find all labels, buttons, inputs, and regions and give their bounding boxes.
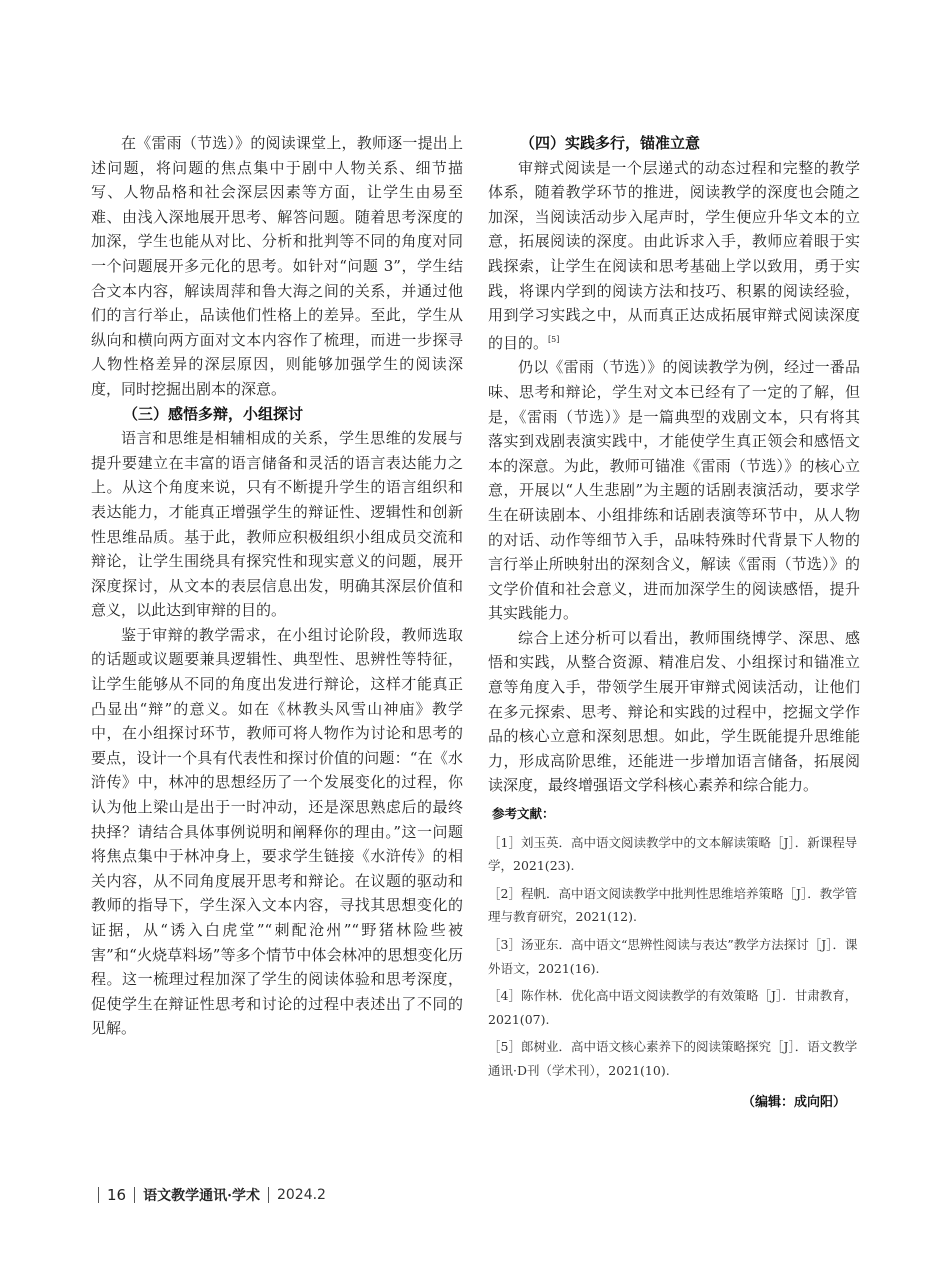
issue-date: 2024.2 bbox=[276, 1187, 326, 1203]
reference-item: ［4］陈作林．优化高中语文阅读教学的有效策略［J］．甘肃教育，2021(07). bbox=[488, 988, 858, 1027]
citation-marker: [5] bbox=[548, 334, 560, 344]
footer-divider bbox=[134, 1187, 135, 1203]
page-footer bbox=[98, 1185, 326, 1205]
section-heading-4: （四）实践多行，锚准立意 bbox=[520, 134, 701, 152]
section-heading-3: （三）感悟多辩，小组探讨 bbox=[123, 404, 304, 423]
reference-item: ［2］程帆．高中语文阅读教学中批判性思维培养策略［J］．教学管理与教育研究，2021(12). bbox=[488, 885, 858, 925]
right-column bbox=[488, 131, 860, 1115]
paragraph-text: 审辩式阅读是一个层递式的动态过程和完整的教学体系，随着教学环节的推进，阅读教学的深度也会随之加深，当阅读活动步入尾声时，学生便应升华文本的立意，拓展阅读的深度。由此诉求入手，教师应着眼于实践探索，让学生在阅读和思考基础上学以致用，勇于实践，将课内学到的阅读方法和技巧、积累的阅读经验，用到学习实践之中，从而真正达成拓展审辩式阅读深度的目的。 bbox=[488, 158, 860, 352]
paragraph: 综合上述分析可以看出，教师围绕博学、深思、感悟和实践，从整合资源、精准启发、小组探讨和锚准立意等角度入手，带领学生展开审辩式阅读活动，让他们在多元探索、思考、辩论和实践的过程中，挖掘文学作品的核心立意和深刻思想。如此，学生既能提升思维能力，形成高阶思维，还能进一步增加语言储备，拓展阅读深度，最终增强语文学科核心素养和综合能力。 bbox=[488, 628, 860, 795]
paragraph bbox=[488, 156, 860, 356]
left-column bbox=[91, 131, 463, 1041]
references-title: 参考文献： bbox=[492, 806, 555, 822]
reference-item: ［3］汤亚东．高中语文“思辨性阅读与表达”教学方法探讨［J］．课外语文，2021(16). bbox=[488, 937, 858, 976]
footer-divider bbox=[268, 1187, 269, 1203]
paragraph: 仍以《雷雨（节选）》的阅读教学为例，经过一番品味、思考和辩论，学生对文本已经有了一定的了解，但是，《雷雨（节选）》是一篇典型的戏剧文本，只有将其落实到戏剧表演实践中，才能使学生真正领会和感悟文本的深意。为此，教师可锚准《雷雨（节选）》的核心立意，开展以“人生悲剧”为主题的话剧表演活动，要求学生在研读剧本、小组排练和话剧表演等环节中，从人物的对话、动作等细节入手，品味特殊时代背景下人物的言行举止所映射出的深刻含义，解读《雷雨（节选）》的文学价值和社会意义，进而加深学生的阅读感悟，提升其实践能力。 bbox=[488, 358, 860, 623]
paragraph: 在《雷雨（节选）》的阅读课堂上，教师逐一提出上述问题，将问题的焦点集中于剧中人物关系、细节描写、人物品格和社会深层因素等方面，让学生由易至难、由浅入深地展开思考、解答问题。随着思考深度的加深，学生也能从对比、分析和批判等不同的角度对同一个问题展开多元化的思考。如针对“问题 3”，学生结合文本内容，解读周萍和鲁大海之间的关系，并通过他们的言行举止，品读他们性格上的差异。至此，学生从纵向和横向两方面对文本内容作了梳理，而进一步探寻人物性格差异的深层原因，则能够加强学生的阅读深度，同时挖掘出剧本的深意。 bbox=[91, 134, 463, 398]
journal-name: 语文教学通讯·学术 bbox=[143, 1188, 260, 1204]
reference-item: ［1］刘玉英．高中语文阅读教学中的文本解读策略［J］．新课程导学，2021(23). bbox=[488, 834, 858, 874]
paragraph: 语言和思维是相辅相成的关系，学生思维的发展与提升要建立在丰富的语言储备和灵活的语言表达能力之上。从这个角度来说，只有不断提升学生的语言组织和表达能力，才能真正增强学生的辩证性、逻辑性和创新性思维品质。基于此，教师应积极组织小组成员交流和辩论，让学生围绕具有探究性和现实意义的问题，展开深度探讨，从文本的表层信息出发，明确其深层价值和意义，以此达到审辩的目的。 bbox=[91, 429, 463, 620]
editor-credit: （编辑：成向阳） bbox=[741, 1094, 846, 1110]
reference-item: ［5］郎树业．高中语文核心素养下的阅读策略探究［J］．语文教学通讯·D刊（学术刊），2021(10). bbox=[488, 1039, 858, 1078]
paragraph: 鉴于审辩的教学需求，在小组讨论阶段，教师选取的话题或议题要兼具逻辑性、典型性、思辨性等特征，让学生能够从不同的角度出发进行辩论，这样才能真正凸显出“辩”的意义。如在《林教头风雪山神庙》教学中，在小组探讨环节，教师可将人物作为讨论和思考的要点，设计一个具有代表性和探讨价值的问题：“在《水浒传》中，林冲的思想经历了一个发展变化的过程，你认为他上梁山是出于一时冲动，还是深思熟虑后的最终抉择？请结合具体事例说明和阐释你的理由。”这一问题将焦点集中于林冲身上，要求学生链接《水浒传》的相关内容，从不同角度展开思考和辩论。在议题的驱动和教师的指导下，学生深入文本内容，寻找其思想变化的证据，从“诱入白虎堂”“刺配沧州”“野猪林险些被害”和“火烧草料场”等多个情节中体会林冲的思想变化历程。这一梳理过程加深了学生的阅读体验和思考深度，促使学生在辩证性思考和讨论的过程中表述出了不同的见解。 bbox=[91, 625, 463, 1038]
footer-divider bbox=[98, 1187, 99, 1203]
page-number: 16 bbox=[107, 1186, 127, 1204]
